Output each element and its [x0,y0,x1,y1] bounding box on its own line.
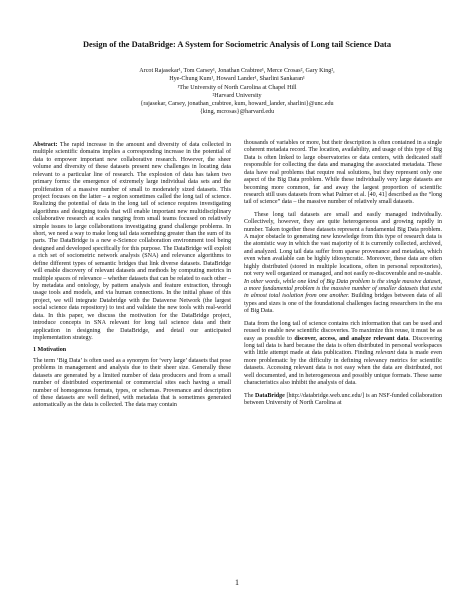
abstract [33,142,231,342]
right-column [244,140,442,412]
bold-phrase: discover, access, and analyze relevant data [294,335,409,342]
email-line-1: {rajasekar, Carsey, jonathan_crabtree, kum, howard_lander, sharlini}@unc.edu [140,101,334,108]
paragraph-databridge: The DataBridge [http://databridge.web.unc.edu/] is an NSF-funded collaboration between University of North Carolina at [244,392,442,406]
paragraph-reuse: Data from the long tail of science contains rich information that can be used and reused to enable new scientific discoveries. To maximize this reuse, it must be as easy as possible to discover, access, and analyze relevant data. Discovering long tail data is hard because the data is often distributed in personal workspaces with little attempt made at data publication. Finding relevant data is made even more problematic by the difficulty in defining relevancy metrics for scientific datasets. Accessing relevant data is not easy when the data are distributed, not well documented, and in heterogeneous and possibly unique formats. These same characteristics also inhibit the analysis of data. [244,320,442,387]
email-line-2: {king, mcrosas}@harvard.edu [199,109,275,116]
paragraph-continued: thousands of variables or more, but their description is often contained in a single coherent metadata record. The location, availability, and usage of this type of Big Data is often linked to large observatories or data centers, with dedicated staff responsible for collecting the data and managing the associated metadata. These data have real problems that require real solutions, but they represent only one aspect of the Big Data problem. While these individually very large datasets are becoming more common, far and away the largest proportion of scientific research still uses datasets from what Palmer et al. [40, 41] described as the “long tail of science” data – the massive number of relatively small datasets. [244,140,442,206]
databridge-name: DataBridge [254,392,285,399]
left-column [33,142,231,415]
section-heading: 1 Motivation [33,347,67,354]
author-block [60,67,414,117]
italic-relevant: relevant [375,350,396,357]
motivation-paragraph: The term ‘Big Data’ is often used as a synonym for ‘very large’ datasets that pose problems in management and analysis due to their sheer size. Generally these datasets are generated by a limited number of data producers and from a small number of distributed experimental or commercial sites each having a small number of homogenous formats, types, or schemas. Provenance and description of these datasets are well defined, with metadata that is sometimes generated automatically as the data is collected. The data may contain [33,357,231,409]
paper-title: Design of the DataBridge: A System for Sociometric Analysis of Long tail Science Data [82,40,392,49]
affiliation-2: ²Harvard University [212,92,262,99]
paragraph-long-tail: These long tail datasets are small and easily managed individually. Collectively, however, they are quite heterogeneous and growing rapidly in number. Taken together these datasets represent a fundamental Big Data problem. A major obstacle to generating new knowledge from this type of research data is the atomistic way in which the vast majority of it is currently collected, archived, and analyzed. Long tail data suffer from sparse provenance and metadata, which even when available can be highly idiosyncratic. Moreover, these data are often highly distributed (stored in multiple locations, often in personal repositories), not very well organized or managed, and not easily re-discoverable and re-usable. In other words, while one kind of Big Data problem is the single massive dataset, a more fundamental problem is the massive number of smaller datasets that exist in almost total isolation from one another. Building bridges between data of all types and sizes is one of the foundational challenges facing researchers in the era of Big Data. [244,211,442,315]
emphasis-text: In other words, while one kind of Big Data problem is the single massive dataset, a more fundamental problem is the massive number of smaller datasets that exist in almost total isolation from one another. [244,278,442,300]
author-line-2: Hye-Chung Kum¹, Howard Lander¹, Sharlini Sankaran¹ [169,76,305,83]
affiliation-1: ¹The University of North Carolina at Chapel Hill [177,84,297,91]
abstract-label: Abstract: [33,142,58,148]
page-number: 1 [235,578,239,587]
abstract-text: The rapid increase in the amount and diversity of data collected in multiple scientific domains implies a corresponding increase in the potential of data to empower important new collaborative research. However, the sheer volume and diversity of these datasets present new challenges in locating data relevant to a particular line of research. The explosion of data has taken two primary forms: the emergence of extremely large individual data sets and the proliferation of a massive number of small to moderately sized datasets. This project focuses on the latter – a region sometimes called the long tail of science. Realizing the potential of data in the long tail of science requires investigating algorithms and designing tools that will enable important new multidisciplinary collaborative research at scales ranging from small teams focused on relatively simple issues to large collaborations investigating grand challenge problems. In short, we need a way to make long tail data something greater than the sum of its parts. The DataBridge is a new e-Science collaboration environment tool being designed and developed specifically for this purpose. The DataBridge will exploit a rich set of sociometric network analysis (SNA) and relevance algorithms to define different types of semantic bridges that link diverse datasets. DataBridge will enable discovery of relevant datasets and methods by computing metrics in multiple spaces of relevance – whether datasets that can be related to each other – by metadata and ontology, by pattern analysis and feature extraction, through usage tools and models, and via human connections. In the initial phase of this project, we will integrate Databridge with the Dataverse Network (the largest social science data repository) to test and validate the new tools with real-world data. In this paper, we discuss the motivation for the DataBridge project, introduce concepts in SNA relevant for long tail science data and their application in designing the DataBridge, and detail our anticipated implementation strategy. [33,142,231,341]
author-line-1: Arcot Rajasekar¹, Tom Carsey¹, Jonathan Crabtree¹, Merce Crosas², Gary King², [139,68,335,74]
